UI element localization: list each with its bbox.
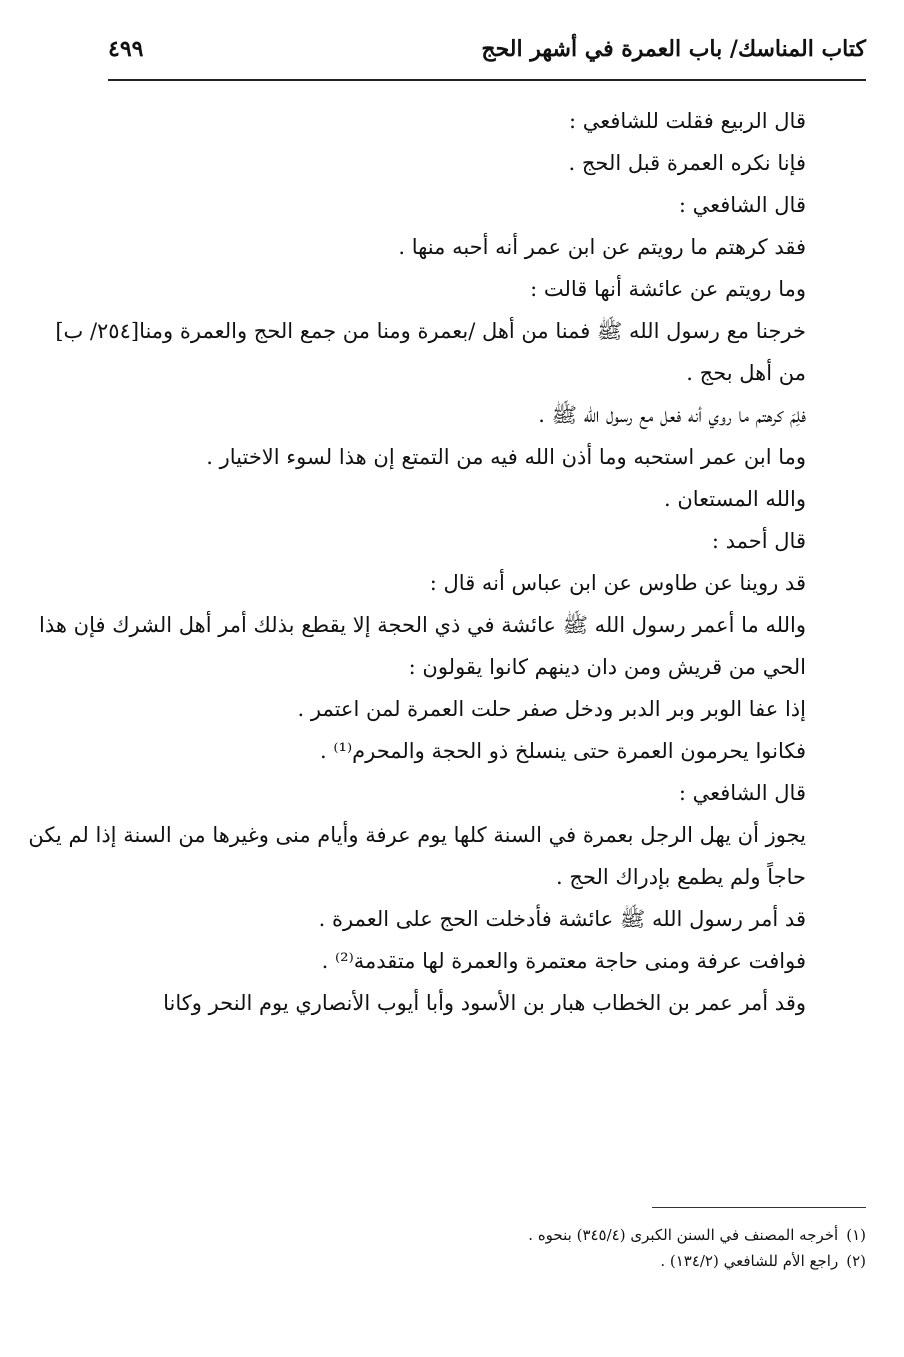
paragraph: إذا عفا الوبر وبر الدبر ودخل صفر حلت العمرة لمن اعتمر . [297,697,806,721]
paragraph: فإنا نكره العمرة قبل الحج . [568,151,806,175]
footnote [200,1248,866,1274]
paragraph: قد روينا عن طاوس عن ابن عباس أنه قال : [429,571,806,595]
paragraph: وما ابن عمر استحبه وما أذن الله فيه من التمتع إن هذا لسوء الاختيار . [206,445,806,469]
paragraph: فلِمَ كرهتم ما روي أنه فعل مع رسول الله ﷺ . [538,403,806,427]
paragraph: فوافت عرفة ومنى حاجة معتمرة والعمرة لها متقدمة⁽²⁾ . [321,949,806,973]
page-number: ٤٩٩ [108,36,144,62]
paragraph: قال أحمد : [711,529,806,553]
paragraph: يجوز أن يهل الرجل بعمرة في السنة كلها يوم عرفة وأيام منى وغيرها من السنة إذا لم يكن حاجاً ولم يطمع بإدراك الحج . [28,823,806,889]
footnote-number: (٢) [846,1252,866,1270]
paragraph: فكانوا يحرمون العمرة حتى ينسلخ ذو الحجة والمحرم⁽¹⁾ . [320,739,806,763]
footnote [200,1222,866,1248]
paragraph: والله ما أعمر رسول الله ﷺ عائشة في ذي الحجة إلا يقطع بذلك أمر أهل الشرك فإن هذا الحي من قريش ومن دان دينهم كانوا يقولون : [39,613,806,679]
paragraph: قال الشافعي : [678,193,806,217]
footnote-number: (١) [846,1226,866,1244]
running-header [108,34,866,74]
footnote-text: راجع الأم للشافعي (١٣٤/٢) . [660,1252,839,1270]
paragraph: قال الشافعي : [678,781,806,805]
paragraph: قال الربيع فقلت للشافعي : [568,109,806,133]
footnotes [200,1222,866,1274]
main-text [22,100,866,1024]
footnote-text: أخرجه المصنف في السنن الكبرى (٣٤٥/٤) بنحوه . [528,1226,839,1244]
paragraph: فقد كرهتم ما رويتم عن ابن عمر أنه أحبه منها . [398,235,806,259]
paragraph: وقد أمر عمر بن الخطاب هبار بن الأسود وأبا أيوب الأنصاري يوم النحر وكانا [163,991,806,1015]
paragraph: والله المستعان . [663,487,806,511]
footnote-divider [652,1207,866,1208]
chapter-title: كتاب المناسك/ باب العمرة في أشهر الحج [481,36,866,62]
paragraph: وما رويتم عن عائشة أنها قالت : [530,277,806,301]
paragraph: قد أمر رسول الله ﷺ عائشة فأدخلت الحج على العمرة . [318,907,806,931]
paragraph: خرجنا مع رسول الله ﷺ فمنا من أهل /بعمرة ومنا من جمع الحج والعمرة ومنا[٢٥٤/ ب] من أهل بحج . [55,319,806,385]
header-divider [108,79,866,81]
